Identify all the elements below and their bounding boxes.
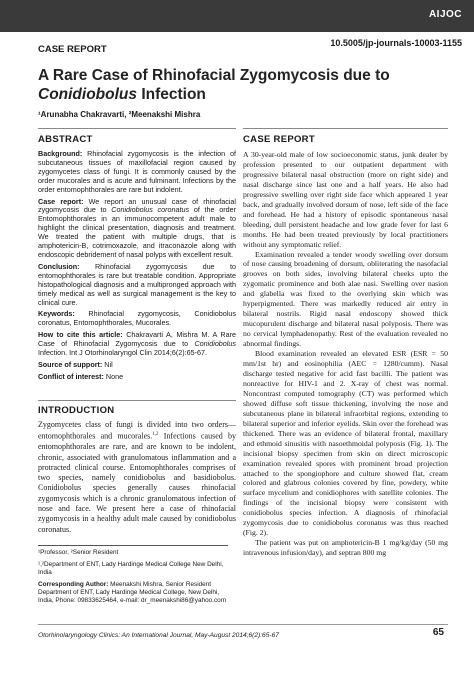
footer-journal: Otorhinolaryngology Clinics: An International Journal, May-August 2014;6(2):65-67 (38, 632, 279, 639)
title-rest: Infection (137, 86, 206, 103)
background-label: Background: (38, 149, 83, 158)
case-paragraph-2: Examination revealed a tender woody swelling over dorsum of nose causing broadening of dorsum, obliterating the nasofacial grooves on both sides, involving bilateral cheeks upto the zygomatic prominence and both alae nasi. Swelling over nasion and glabella was fixed to the overlying skin which was hyperpigmented. There was markedly reduced air entry in bilateral nostrils. Rigid nasal endoscopy showed thick mucopurulent discharge and bilateral nasal polyposis. There was no cervical lymphadenopathy. Rest of the evaluation revealed no abnormal findings. (243, 249, 448, 349)
conflict-text: None (103, 371, 124, 381)
conclusion-label: Conclusion: (38, 261, 80, 271)
background-text: Rhinofacial zygomycosis is the infection of subcutaneous tissues of maxillofacial region caused by zygomycetes class of fungi. It is commonly caused by the order mucorales and is acute and fulminant. Infections by the order entomophthorales are rare but indolent. (38, 149, 236, 194)
title-line1: A Rare Case of Rhinofacial Zygomycosis due to (38, 67, 390, 84)
case-paragraph-4: The patient was put on amphotericin-B 1 mg/kg/day (50 mg intravenous infusion/day), and septran 800 mg (243, 538, 448, 558)
case-text-2: of the order Entomophthorales in an immunocompetent adult male to highlight the clinical presentation, diagnosis and treatment. We treated the patient with multiple drugs, that is amphotericin-B, cotrimoxazole, and itraconazole along with endoscopic debridement of nasal polyps with excellent result. (38, 205, 237, 259)
abstract-bottom-rule (38, 400, 236, 401)
case-paragraph-3: Blood examination revealed an elevated ESR (ESR = 50 mm/1st hr) and eosinophilia (AEC = 1280/cumm). Nasal discharge tested negative for acid fast bacilli. The patient was nonreactive for HIV-1 and 2. X-ray of chest was normal. Noncontrast computed tomography (CT) was performed which showed diffuse soft tissue thickening, involving the nose and subcutaneous plane in bilateral infraorbital regions, extending to bilateral superior and inferior eyelids. Skin over the forehead was thickened. There was an evidence of bilateral frontal, maxillary and ethmoid sinusitis with nasoethmoidal polyposis (Fig. 1). The incisional biopsy specimen from skin on direct microscopic examination revealed spores with prominent broad projection attached to the spongiophore and culture showed flat, cream colored and glabrous colonies covered by fine, powdery, white surface mycelium and conidiophores with satellite colonies. The findings of the incisional biopsy were consistent with conidiobolus species infection. A diagnosis of rhinofacial zygomycosis due to conidiobolus coronatus was thus reached (Fig. 2). (243, 349, 448, 538)
case-heading: CASE REPORT (243, 134, 315, 145)
title-italic: Conidiobolus (38, 86, 138, 103)
support-text: Nil (102, 359, 113, 369)
keywords-text: Rhinofacial zygomycosis, Conidiobolus coronatus, Entomophthorales, Mucorales. (38, 309, 236, 328)
case-body (243, 150, 448, 558)
doi: 10.5005/jp-journals-10003-1155 (330, 38, 462, 48)
cite-text-2: Infection. Int J Otorhinolaryngol Clin 2014;6(2):65-67. (38, 348, 208, 358)
corr-label: Corresponding Author: (38, 581, 109, 588)
authors: ¹Arunabha Chakravarti, ²Meenakshi Mishra (38, 110, 201, 119)
article-title (38, 66, 448, 104)
intro-body (38, 420, 236, 535)
case-label: Case report: (38, 196, 84, 206)
conflict-label: Conflict of interest: (38, 371, 104, 381)
intro-citation: 1,2 (152, 432, 159, 438)
corr-text: Meenakshi Mishra, Senior Resident Department of ENT, Lady Hardinge Medical College, New Delhi, India, Phone: 09833625464, e-mail: dr_meenakshi86@yahoo.com (38, 581, 227, 604)
footer-rule (38, 624, 448, 625)
intro-text-2: Infections caused by entomophthorales are rare, and are known to be indolent, chronic, associated with granulomatous inflammation and a protracted clinical course. Entomophthorales comprises of two species, namely conidiobolus and basidiobolus. Conidiobolus species generally causes rhinofacial zygomycosis which is a chronic granulomatous infection of nose and face. We present here a case of rhinofacial zygomycosis in a healthy adult male caused by conidiobolus coronatus. (38, 431, 236, 534)
affiliation-2: ¹,²Department of ENT, Lady Hardinge Medical College New Delhi, India (38, 561, 224, 576)
cite-italic: Conidiobolus (194, 339, 236, 349)
intro-text-1: Zygomycetes class of fungi is divided into two orders—entomophthorales and mucorales. (38, 420, 236, 441)
journal-tag: AIJOC (428, 9, 462, 20)
case-top-rule (243, 128, 448, 129)
case-paragraph-1: A 30-year-old male of low socioeconomic status, junk dealer by profession presented to our outpatient department with progressive bilateral nasal obstruction (more on right side) and nasal discharge since last one and a half years. He also had progressive swelling over right side face which appeared 1 year back, and gradually involved dorsum of nose, left side of the face and forehead. He had a history of episodic spontaneous nasal bleeding, dull persistent headache and low grade fever for last 6 months. He had been treated previously by local practitioners without any symptomatic relief. (243, 150, 448, 249)
conclusion-text: Rhinofacial zygomycosis due to entomophthorales is rare but treatable condition. Appropriate histopathological diagnosis and a multipronged approach with timely medical as well as surgical management is the key to clinical cure. (38, 261, 236, 307)
case-italic: Conidiobolus coronatus (111, 205, 190, 215)
page-number: 65 (432, 627, 444, 638)
journal-banner (0, 0, 474, 32)
affiliation-1: ¹Professor, ²Senior Resident (38, 549, 119, 556)
abstract-top-rule (38, 128, 236, 129)
keywords-label: Keywords: (38, 309, 75, 319)
footnotes (38, 549, 236, 609)
support-label: Source of support: (38, 359, 103, 369)
abstract-heading: ABSTRACT (38, 134, 93, 145)
abstract-body (38, 150, 236, 385)
case-text-1: We report an unusual case of rhinofacial zygomycosis due to (38, 196, 236, 215)
cite-text-1: Chakravarti A, Mishra M. A Rare Case of Rhinofacial Zygomycosis due to (38, 330, 236, 349)
article-type: CASE REPORT (38, 44, 107, 55)
footnote-rule (38, 545, 228, 546)
intro-heading: INTRODUCTION (38, 405, 115, 416)
cite-label: How to cite this article: (38, 330, 123, 340)
